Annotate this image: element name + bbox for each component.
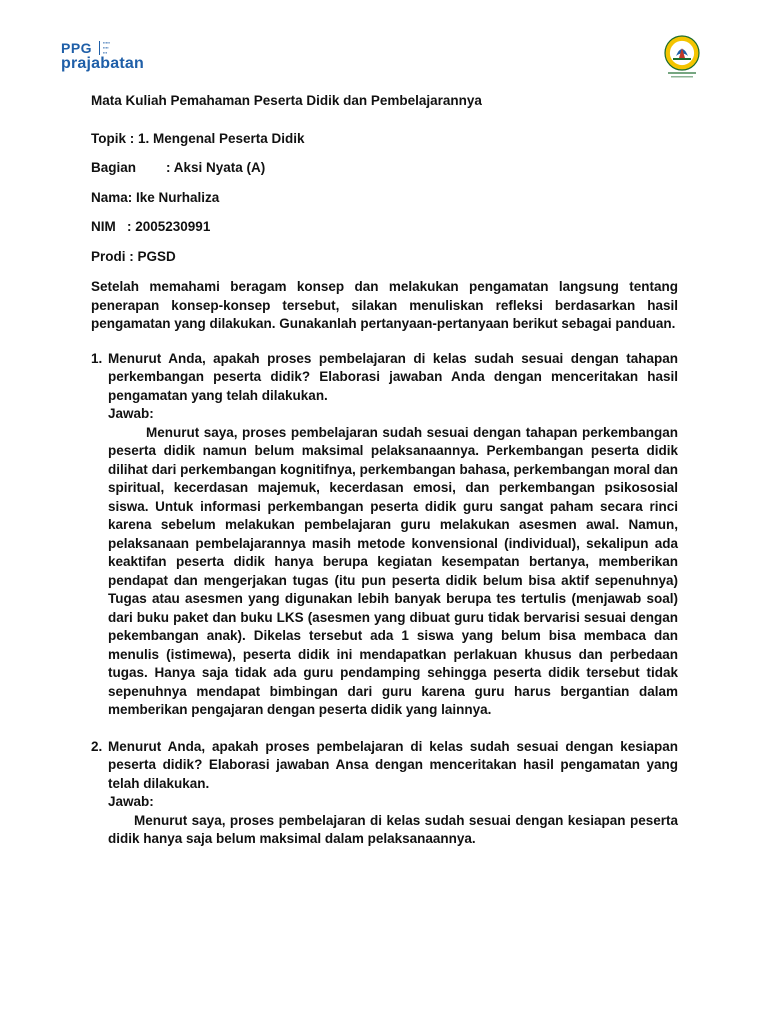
question-1-number: 1. (91, 350, 103, 366)
document-body (91, 92, 678, 849)
tut-wuri-handayani-emblem-icon (662, 34, 702, 80)
logo-divider (99, 41, 100, 55)
study-program-line: Prodi : PGSD (91, 248, 176, 264)
topic-line: Topik : 1. Mengenal Peserta Didik (91, 130, 305, 146)
logo-prajabatan-text: prajabatan (61, 55, 144, 72)
ppg-prajabatan-logo (61, 38, 161, 78)
question-2-text: Menurut Anda, apakah proses pembelajaran di kelas sudah sesuai dengan kesiapan peserta didik? Elaborasi jawaban Ansa dengan menceritakan hasil pengamatan yang telah dilakukan. (108, 738, 678, 791)
nim-line: NIM : 2005230991 (91, 219, 211, 234)
question-1-answer-label: Jawab: (108, 406, 154, 421)
instructions-paragraph: Setelah memahami beragam konsep dan melakukan pengamatan langsung tentang penerapan konsep-konsep tersebut, silakan menuliskan refleksi berdasarkan hasil pengamatan yang dilakukan. Gunakanlah pertanyaan-pertanyaan berikut sebagai panduan. (91, 279, 678, 331)
logo-small-print: ▪▪▪▪▪ ▪▪▪▪ ▪▪▪ (103, 40, 111, 55)
question-2-answer: Menurut saya, proses pembelajaran di kelas sudah sesuai dengan kesiapan peserta didik hanya saja belum maksimal dalam pelaksanaannya. (108, 812, 678, 846)
question-1-text: Menurut Anda, apakah proses pembelajaran di kelas sudah sesuai dengan tahapan perkembangan peserta didik? Elaborasi jawaban Anda dengan menceritakan hasil pengamatan yang telah dilakukan. (108, 350, 678, 403)
question-1 (91, 350, 678, 720)
question-1-answer: Menurut saya, proses pembelajaran sudah sesuai dengan tahapan perkembangan peserta didik namun belum maksimal pelaksanaannya. Perkembangan peserta didik dilihat dari perkembangan kognitifnya, perkembangan bahasa, perkembangan moral dan spiritual, kecerdasan majemuk, kecerdasan emosi, dan perkembangan psikososial siswa. Untuk informasi perkembangan peserta didik guru sangat paham secara rinci karena sebelum melakukan pembelajaran guru melakukan asesmen awal. Namun, pelaksanaan pembelajarannya masih metode konvensional (individual), sekalipun ada keaktifan peserta didik hanya berupa kegiatan kesempatan bertanya, memberikan pendapat dan mengerjakan tugas (itu pun peserta didik belum bisa aktif sepenuhnya) Tugas atau asesmen yang digunakan lebih banyak berupa tes tertulis (menjawab soal) dari buku paket dan buku LKS (asesmen yang dibuat guru tidak bervarisi sesuai dengan pekembangan anak). Dikelas tersebut ada 1 siswa yang belum bisa membaca dan menulis (istimewa), peserta didik ini mendapatkan perlakuan khusus dan perbedaan tugas. Hanya saja tidak ada guru pendamping sehingga peserta didik tersebut tidak sepenuhnya mendapat bimbingan dari guru karena guru harus bergantian dalam memberikan pengajaran dengan peserta didik yang lainnya. (108, 424, 678, 717)
logo-ppg-text: PPG (61, 40, 93, 56)
question-2 (91, 738, 678, 849)
name-line: Nama: Ike Nurhaliza (91, 189, 220, 205)
question-2-answer-label: Jawab: (108, 794, 154, 809)
question-2-number: 2. (91, 738, 103, 754)
course-title: Mata Kuliah Pemahaman Peserta Didik dan Pembelajarannya (91, 93, 482, 108)
section-line: Bagian : Aksi Nyata (A) (91, 160, 266, 175)
